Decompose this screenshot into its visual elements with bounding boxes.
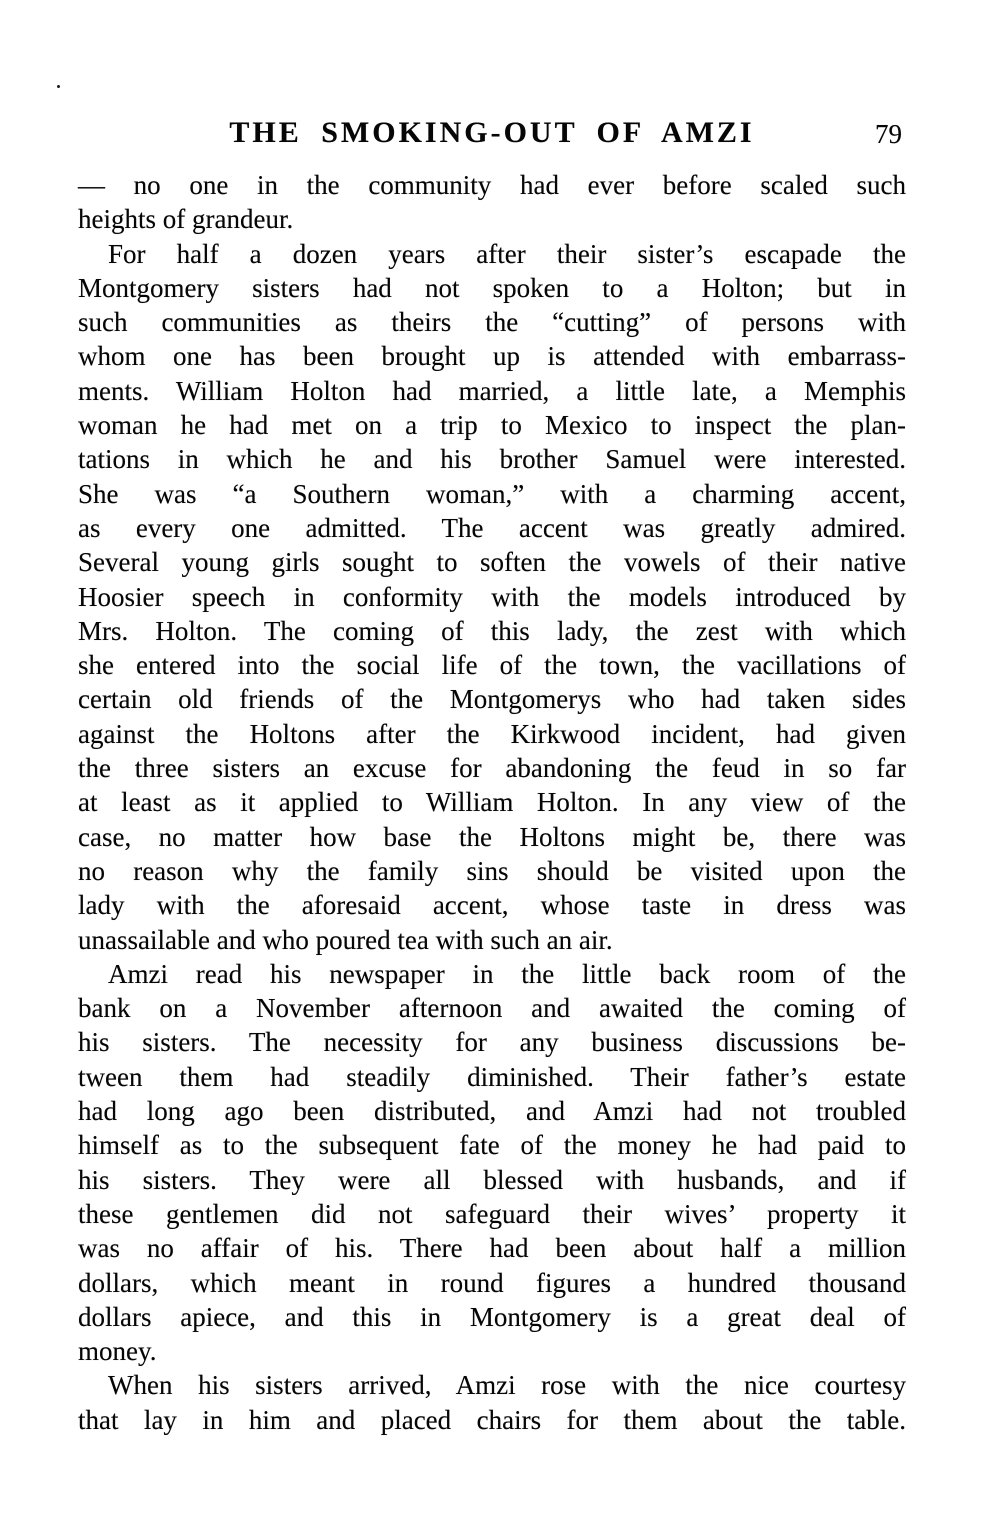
text-line: tations in which he and his brother Samuel were interested. [78,444,907,475]
text-line: his sisters. They were all blessed with husbands, and if [78,1164,907,1195]
text-line: against the Holtons after the Kirkwood incident, had given [78,718,906,749]
text-line: Amzi read his newspaper in the little back room of the [108,958,907,989]
text-line: bank on a November afternoon and awaited the coming of [78,993,907,1024]
text-line: these gentlemen did not safeguard their wives’ property it [78,1198,906,1229]
running-title: THE SMOKING-OUT OF AMZI [229,116,755,149]
text-line: had long ago been distributed, and Amzi had not troubled [78,1096,906,1127]
text-line: Montgomery sisters had not spoken to a Holton; but in [78,272,906,303]
text-line: as every one admitted. The accent was greatly admired. [78,512,906,543]
text-line: — no one in the community had ever before scaled such [78,170,907,200]
text-line: himself as to the subsequent fate of the money he had paid to [78,1130,906,1161]
text-line: money. [78,1336,157,1367]
text-line: unassailable and who poured tea with such an air. [78,924,613,955]
text-line: such communities as theirs the “cutting” of persons with [78,307,906,338]
text-line: Hoosier speech in conformity with the models introduced by [78,581,906,612]
text-line: at least as it applied to William Holton. In any view of the [78,787,906,818]
text-line: Several young girls sought to soften the vowels of their native [78,547,906,578]
text-line: certain old friends of the Montgomerys who had taken sides [78,684,906,715]
text-line: dollars apiece, and this in Montgomery is a great deal of [78,1301,906,1332]
page-number: 79 [875,119,902,149]
text-line: For half a dozen years after their sister’s escapade the [108,238,906,269]
text-line: no reason why the family sins should be visited upon the [78,855,907,886]
scan-speck [57,85,60,88]
text-line: lady with the aforesaid accent, whose taste in dress was [78,890,906,921]
text-line: his sisters. The necessity for any business discussions be- [78,1027,907,1058]
text-line: tween them had steadily diminished. Their father’s estate [78,1061,907,1092]
text-line: woman he had met on a trip to Mexico to inspect the plan- [78,410,907,441]
body-text [78,168,906,1437]
text-line: case, no matter how base the Holtons might be, there was [78,821,907,852]
text-line: When his sisters arrived, Amzi rose with the nice courtesy [108,1370,906,1401]
text-line: Mrs. Holton. The coming of this lady, the zest with which [78,615,907,646]
text-line: was no affair of his. There had been about half a million [78,1233,906,1264]
text-line: dollars, which meant in round figures a hundred thousand [78,1267,906,1298]
text-line: she entered into the social life of the town, the vacillations of [78,650,906,681]
text-line: She was “a Southern woman,” with a charming accent, [78,478,906,509]
text-line: whom one has been brought up is attended with embarrass- [78,341,907,372]
text-line: that lay in him and placed chairs for them about the table. [78,1404,906,1435]
text-line: the three sisters an excuse for abandoning the feud in so far [78,753,907,784]
page-header [78,112,906,154]
text-line: ments. William Holton had married, a little late, a Memphis [78,375,907,406]
text-line: heights of grandeur. [78,204,294,235]
